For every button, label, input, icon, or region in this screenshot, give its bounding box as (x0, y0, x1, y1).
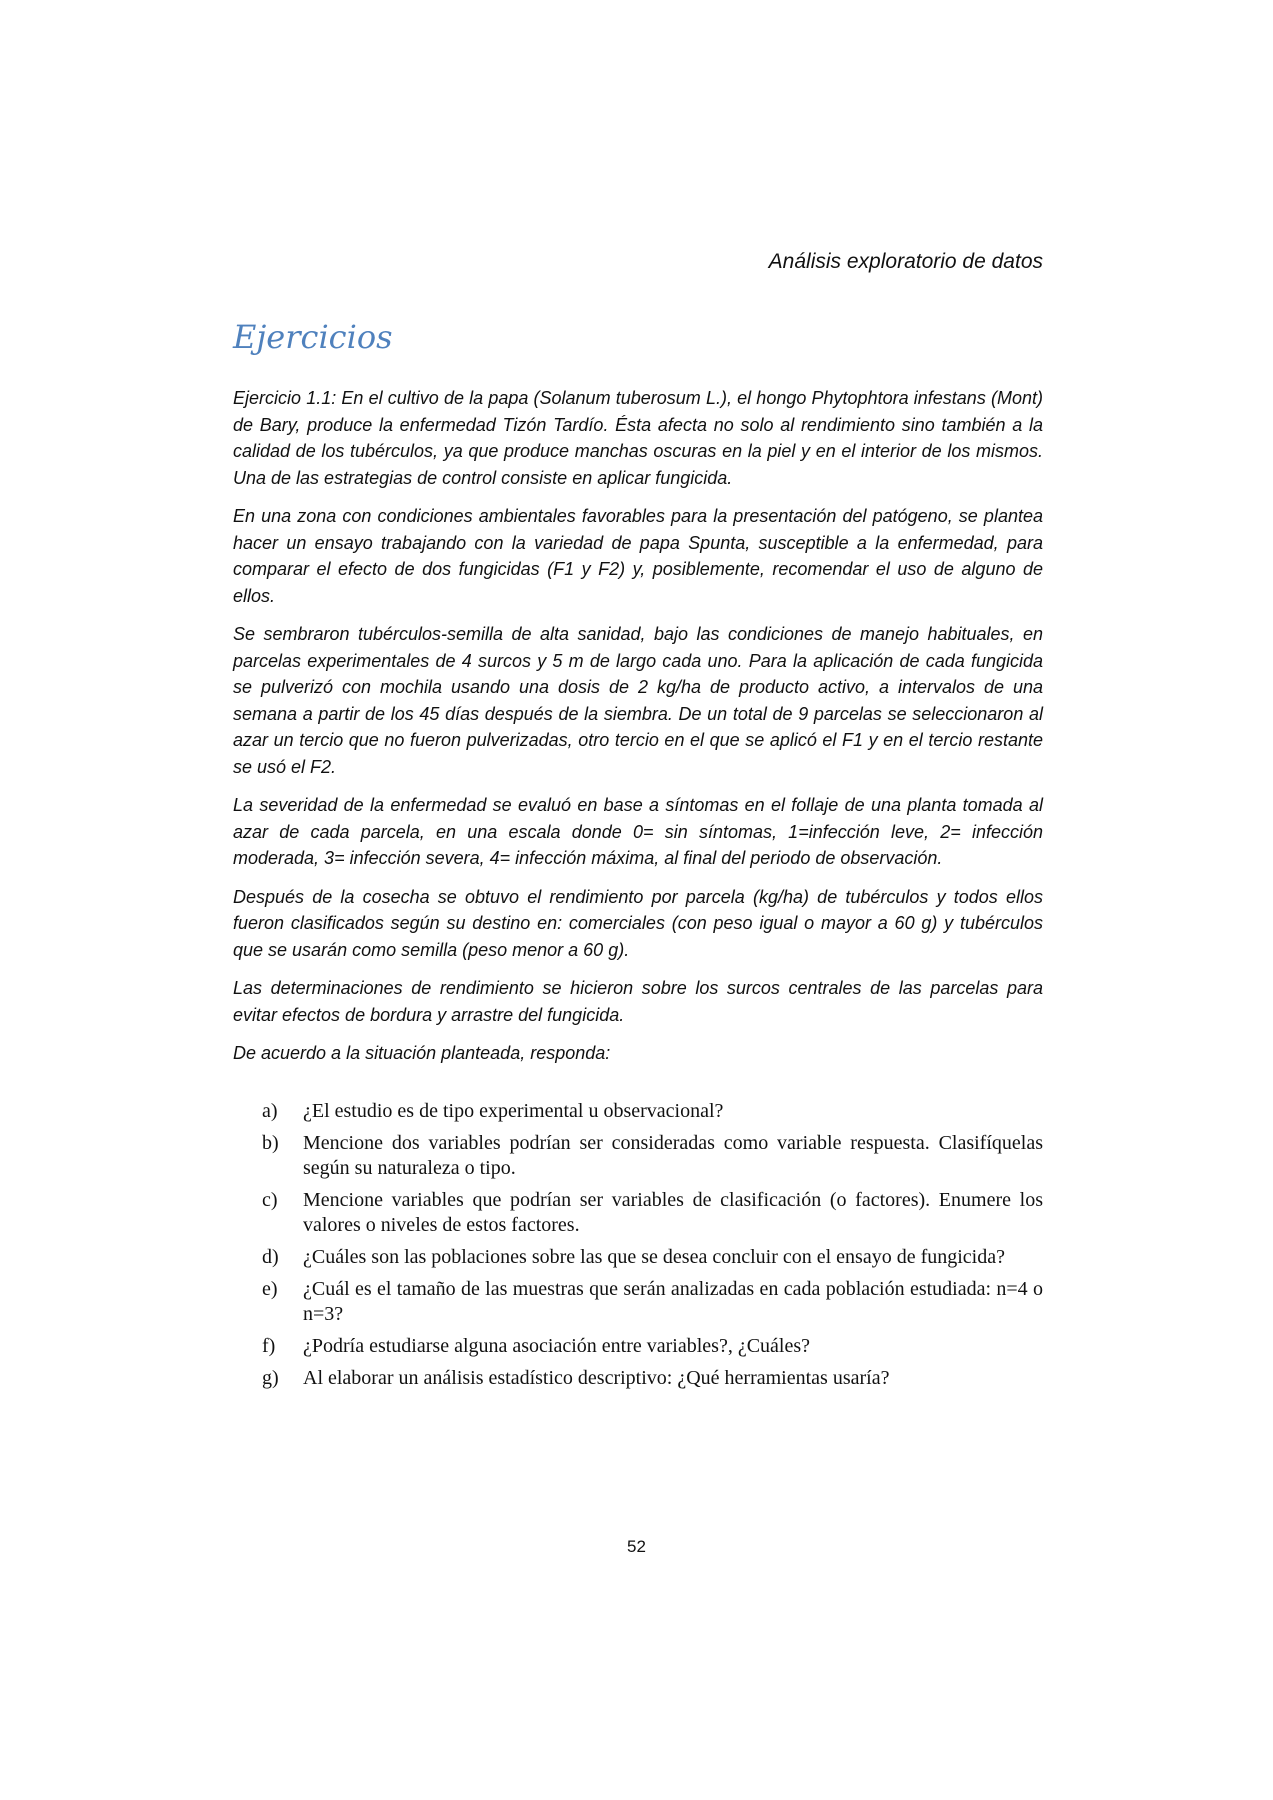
question-text: Mencione dos variables podrían ser consideradas como variable respuesta. Clasifíquelas según su naturaleza o tipo. (303, 1132, 1043, 1179)
question-text: ¿Cuáles son las poblaciones sobre las que se desea concluir con el ensayo de fungicida? (303, 1246, 1005, 1268)
list-marker: e) (262, 1278, 278, 1300)
question-text: ¿El estudio es de tipo experimental u observacional? (303, 1100, 724, 1122)
running-header: Análisis exploratorio de datos (768, 250, 1043, 273)
exercise-body (233, 385, 1043, 1079)
list-marker: d) (262, 1246, 279, 1268)
paragraph-yield: Las determinaciones de rendimiento se hicieron sobre los surcos centrales de las parcelas para evitar efectos de bordura y arrastre del fungicida. (233, 978, 1043, 1025)
list-marker: f) (262, 1335, 276, 1357)
page-number: 52 (627, 1537, 646, 1556)
question-text: Mencione variables que podrían ser variables de clasificación (o factores). Enumere los valores o niveles de estos factores. (303, 1189, 1043, 1236)
list-item (262, 1245, 1043, 1270)
list-item (262, 1099, 1043, 1124)
paragraph-harvest: Después de la cosecha se obtuvo el rendimiento por parcela (kg/ha) de tubérculos y todos ellos fueron clasificados según su destino en: comerciales (con peso igual o mayor a 60 g) y tubérculos que se usarán como semilla (peso menor a 60 g). (233, 886, 1043, 960)
list-item (262, 1334, 1043, 1359)
question-text: Al elaborar un análisis estadístico descriptivo: ¿Qué herramientas usaría? (303, 1367, 890, 1389)
list-item (262, 1277, 1043, 1327)
paragraph-context: En una zona con condiciones ambientales favorables para la presentación del patógeno, se plantea hacer un ensayo trabajando con la variedad de papa Spunta, susceptible a la enfermedad, para comparar el efecto de dos fungicidas (F1 y F2) y, posiblemente, recomendar el uso de alguno de ellos. (233, 506, 1043, 606)
list-marker: a) (262, 1100, 278, 1122)
section-title: Ejercicios (233, 318, 393, 356)
paragraph-prompt: De acuerdo a la situación planteada, responda: (233, 1043, 611, 1063)
list-marker: c) (262, 1189, 278, 1211)
list-item (262, 1188, 1043, 1238)
paragraph-method: Se sembraron tubérculos-semilla de alta sanidad, bajo las condiciones de manejo habituales, en parcelas experimentales de 4 surcos y 5 m de largo cada uno. Para la aplicación de cada fungicida se pulverizó con mochila usando una dosis de 2 kg/ha de producto activo, a intervalos de una semana a partir de los 45 días después de la siembra. De un total de 9 parcelas se seleccionaron al azar un tercio que no fueron pulverizadas, otro tercio en el que se aplicó el F1 y en el tercio restante se usó el F2. (233, 624, 1043, 777)
question-list (262, 1099, 1043, 1398)
question-text: ¿Podría estudiarse alguna asociación entre variables?, ¿Cuáles? (303, 1335, 811, 1357)
paragraph-intro: Ejercicio 1.1: En el cultivo de la papa (Solanum tuberosum L.), el hongo Phytophtora infestans (Mont) de Bary, produce la enfermedad Tizón Tardío. Ésta afecta no solo al rendimiento sino también a la calidad de los tubérculos, ya que produce manchas oscuras en la piel y en el interior de los mismos. Una de las estrategias de control consiste en aplicar fungicida. (233, 388, 1043, 488)
list-item (262, 1131, 1043, 1181)
list-marker: b) (262, 1132, 279, 1154)
paragraph-severity: La severidad de la enfermedad se evaluó en base a síntomas en el follaje de una planta tomada al azar de cada parcela, en una escala donde 0= sin síntomas, 1=infección leve, 2= infección moderada, 3= infección severa, 4= infección máxima, al final del periodo de observación. (233, 795, 1043, 868)
list-item (262, 1366, 1043, 1391)
question-text: ¿Cuál es el tamaño de las muestras que serán analizadas en cada población estudiada: n=4 o n=3? (303, 1278, 1043, 1325)
list-marker: g) (262, 1367, 279, 1389)
